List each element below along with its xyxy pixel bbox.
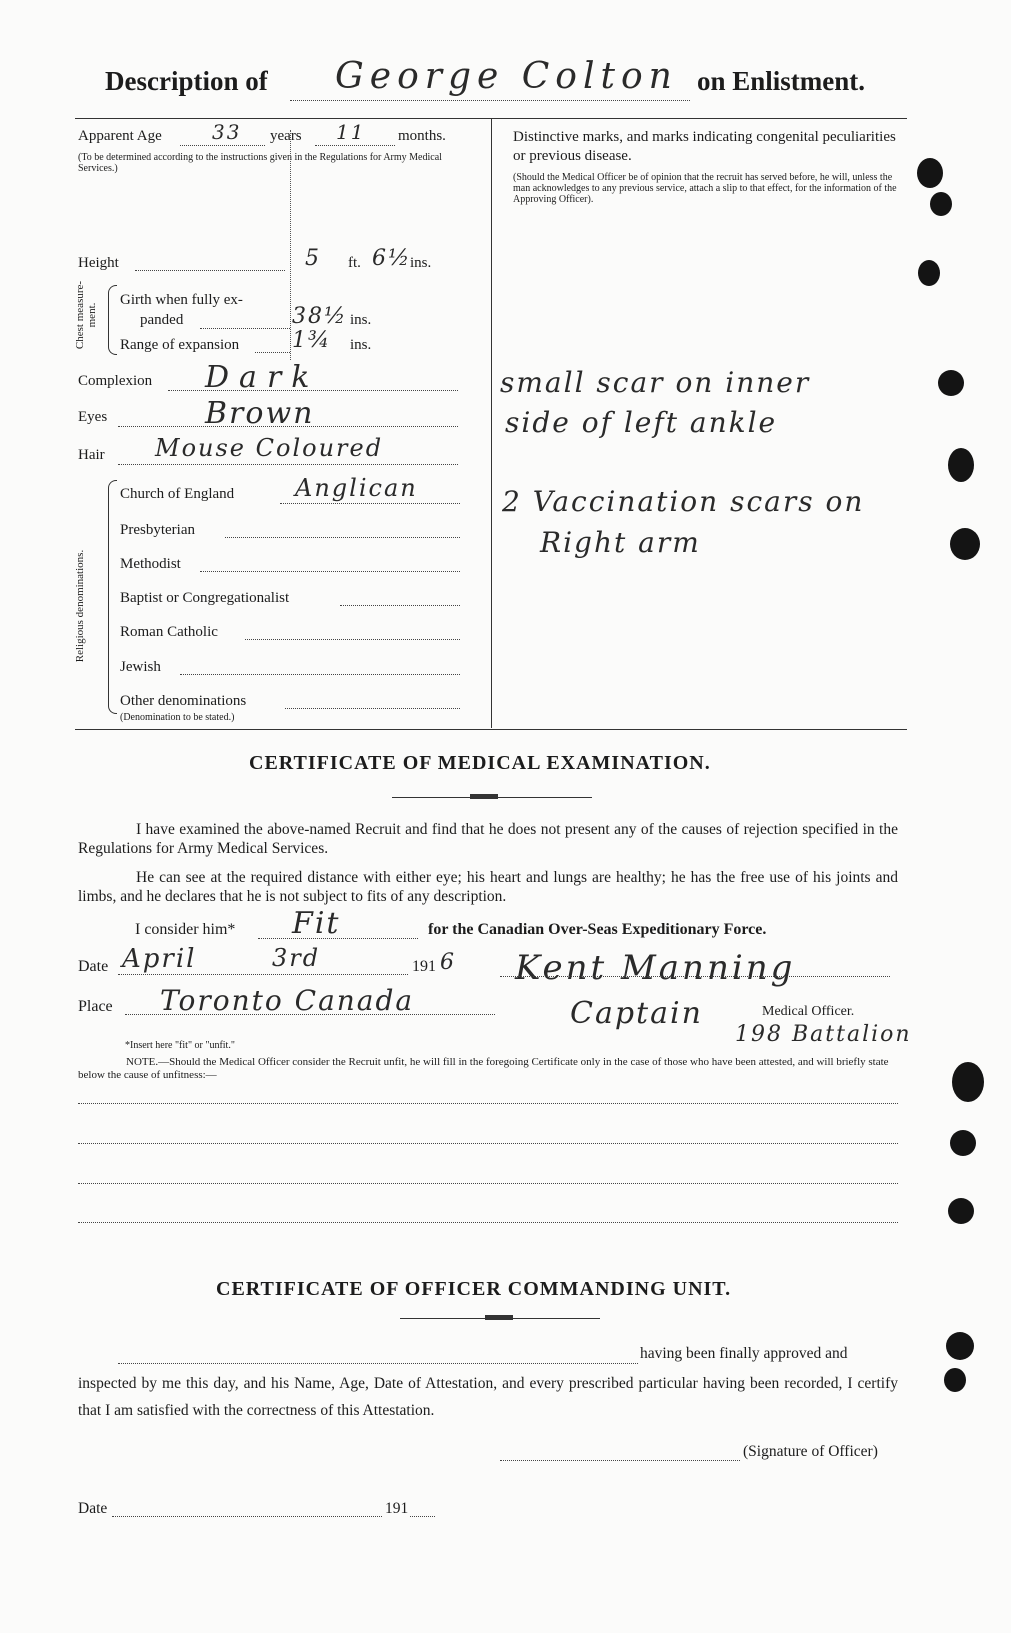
punch-hole — [946, 1332, 974, 1360]
commanding-date-suffix: 191 — [385, 1500, 409, 1517]
height-ins-label: ins. — [410, 255, 432, 271]
other-note: (Denomination to be stated.) — [120, 712, 235, 723]
place-value: Toronto Canada — [160, 984, 415, 1017]
punch-hole — [950, 1130, 976, 1156]
medical-para-1: I have examined the above-named Recruit and find that he does not present any of the causes of rejection specified in the Regulations for Army Medical Services. — [78, 821, 898, 857]
date-line — [118, 974, 408, 975]
ft-label: ft. — [348, 255, 361, 271]
date-year-digit: 6 — [440, 950, 456, 975]
height-in-value: 6½ — [372, 246, 412, 271]
jewish-line — [180, 674, 460, 675]
religious-denominations-label: Religious denominations. — [74, 549, 86, 663]
age-note: (To be determined according to the instructions given in the Regulations for Army Medical Services.) — [78, 152, 442, 174]
officer-signature: Kent Manning — [515, 948, 796, 988]
commanding-year-line — [410, 1516, 435, 1517]
punch-hole — [952, 1062, 984, 1102]
medical-heading: CERTIFICATE OF MEDICAL EXAMINATION. — [249, 752, 711, 774]
signature-of-officer-label: (Signature of Officer) — [743, 1443, 878, 1460]
mark-line-1: small scar on inner — [500, 366, 811, 399]
height-label: Height — [78, 255, 119, 271]
officer-signature-line — [500, 1460, 740, 1461]
consider-value: Fit — [292, 906, 341, 941]
punch-hole — [944, 1368, 966, 1392]
presbyterian-line — [225, 537, 460, 538]
apparent-age-label: Apparent Age — [78, 128, 162, 144]
other-line — [285, 708, 460, 709]
age-years-line — [180, 145, 265, 146]
column-divider — [491, 118, 492, 728]
place-label: Place — [78, 998, 113, 1015]
unfit-line — [78, 1143, 898, 1144]
height-line — [135, 270, 285, 271]
date-month: April — [122, 944, 197, 974]
punch-hole — [930, 192, 952, 216]
medical-officer-label: Medical Officer. — [762, 1004, 855, 1019]
recruit-name: George Colton — [335, 56, 678, 97]
value-column-line — [290, 130, 291, 360]
header-suffix: on Enlistment. — [697, 66, 866, 96]
commanding-para: inspected by me this day, and his Name, Age, Date of Attestation, and every prescribed particular having been recorded, I certify that I am satisfied with the correctness of this Attestation. — [78, 1375, 898, 1419]
range-value: 1¾ — [292, 328, 332, 353]
commanding-heading: CERTIFICATE OF OFFICER COMMANDING UNIT. — [216, 1278, 732, 1300]
age-months-line — [315, 145, 395, 146]
baptist-line — [340, 605, 460, 606]
header-prefix: Description of — [105, 66, 268, 96]
other-label: Other denominations — [120, 693, 247, 709]
name-dotted-line — [290, 100, 690, 101]
catholic-line — [245, 639, 460, 640]
marks-note: (Should the Medical Officer be of opinion that the recruit has served before, he will, unless the man acknowledges to any previous service, attach a slip to that effect, for the information of the Approving Officer). — [513, 172, 897, 205]
unfit-line — [78, 1103, 898, 1104]
height-ft-value: 5 — [305, 246, 321, 271]
medical-heading-ornament — [470, 794, 498, 799]
frame-bottom-rule — [75, 729, 907, 730]
mark-line-3: 2 Vaccination scars on — [502, 485, 865, 518]
chest-measurement-label: Chest measure-ment. — [74, 280, 98, 350]
hair-line — [118, 464, 458, 465]
commanding-date-label: Date — [78, 1500, 108, 1517]
commanding-heading-ornament — [485, 1315, 513, 1320]
girth-label-2: panded — [140, 312, 184, 328]
commanding-line1-end: having been finally approved and — [640, 1345, 848, 1362]
range-ins-label: ins. — [350, 337, 372, 353]
age-months-value: 11 — [336, 120, 366, 144]
chest-bracket — [108, 285, 117, 355]
medical-para-2: He can see at the required distance with either eye; his heart and lungs are healthy; he has the free use of his joints and limbs, and he declares that he is not subject to fits of any description. — [78, 869, 898, 905]
methodist-label: Methodist — [120, 556, 181, 572]
girth-value: 38½ — [292, 304, 348, 329]
unfit-note: NOTE.—Should the Medical Officer consider the Recruit unfit, he will fill in the foregoing Certificate only in the case of those who have been attested, and will briefly state below the cause of unfitness:— — [78, 1056, 889, 1081]
years-label: years — [270, 128, 302, 144]
date-year-prefix: 191 — [412, 958, 436, 975]
commanding-date-line — [112, 1516, 382, 1517]
complexion-value: Dark — [205, 360, 320, 395]
recruit-name-line — [118, 1363, 638, 1364]
unfit-line — [78, 1183, 898, 1184]
date-label: Date — [78, 958, 109, 975]
complexion-label: Complexion — [78, 373, 153, 389]
religion-bracket — [108, 480, 117, 714]
punch-hole — [938, 370, 964, 396]
consider-label: I consider him* — [135, 921, 236, 938]
unfit-line — [78, 1222, 898, 1223]
girth-ins-label: ins. — [350, 312, 372, 328]
months-label: months. — [398, 128, 446, 144]
punch-hole — [950, 528, 980, 560]
hair-label: Hair — [78, 447, 105, 463]
mark-line-2: side of left ankle — [505, 406, 778, 439]
church-value: Anglican — [295, 474, 418, 502]
punch-hole — [917, 158, 943, 188]
punch-hole — [948, 448, 974, 482]
range-line — [255, 352, 290, 353]
church-label: Church of England — [120, 486, 235, 502]
mark-line-4: Right arm — [540, 526, 701, 559]
church-line — [280, 503, 460, 504]
presbyterian-label: Presbyterian — [120, 522, 195, 538]
date-day: 3rd — [272, 944, 321, 972]
signature-line — [500, 976, 890, 977]
age-years-value: 33 — [212, 120, 242, 144]
girth-line — [200, 328, 290, 329]
eyes-label: Eyes — [78, 409, 108, 425]
baptist-label: Baptist or Congregationalist — [120, 590, 290, 606]
eyes-value: Brown — [205, 396, 315, 431]
methodist-line — [200, 571, 460, 572]
battalion: 198 Battalion — [735, 1022, 912, 1047]
force-label: for the Canadian Over-Seas Expeditionary Force. — [428, 921, 767, 938]
range-label: Range of expansion — [120, 337, 240, 353]
catholic-label: Roman Catholic — [120, 624, 218, 640]
punch-hole — [948, 1198, 974, 1224]
officer-rank: Captain — [570, 996, 703, 1031]
punch-hole — [918, 260, 940, 286]
girth-label-1: Girth when fully ex- — [120, 292, 243, 308]
jewish-label: Jewish — [120, 659, 161, 675]
insert-note: *Insert here "fit" or "unfit." — [125, 1040, 235, 1051]
hair-value: Mouse Coloured — [155, 434, 384, 462]
marks-heading: Distinctive marks, and marks indicating congenital peculiarities or previous disease. — [513, 129, 896, 164]
